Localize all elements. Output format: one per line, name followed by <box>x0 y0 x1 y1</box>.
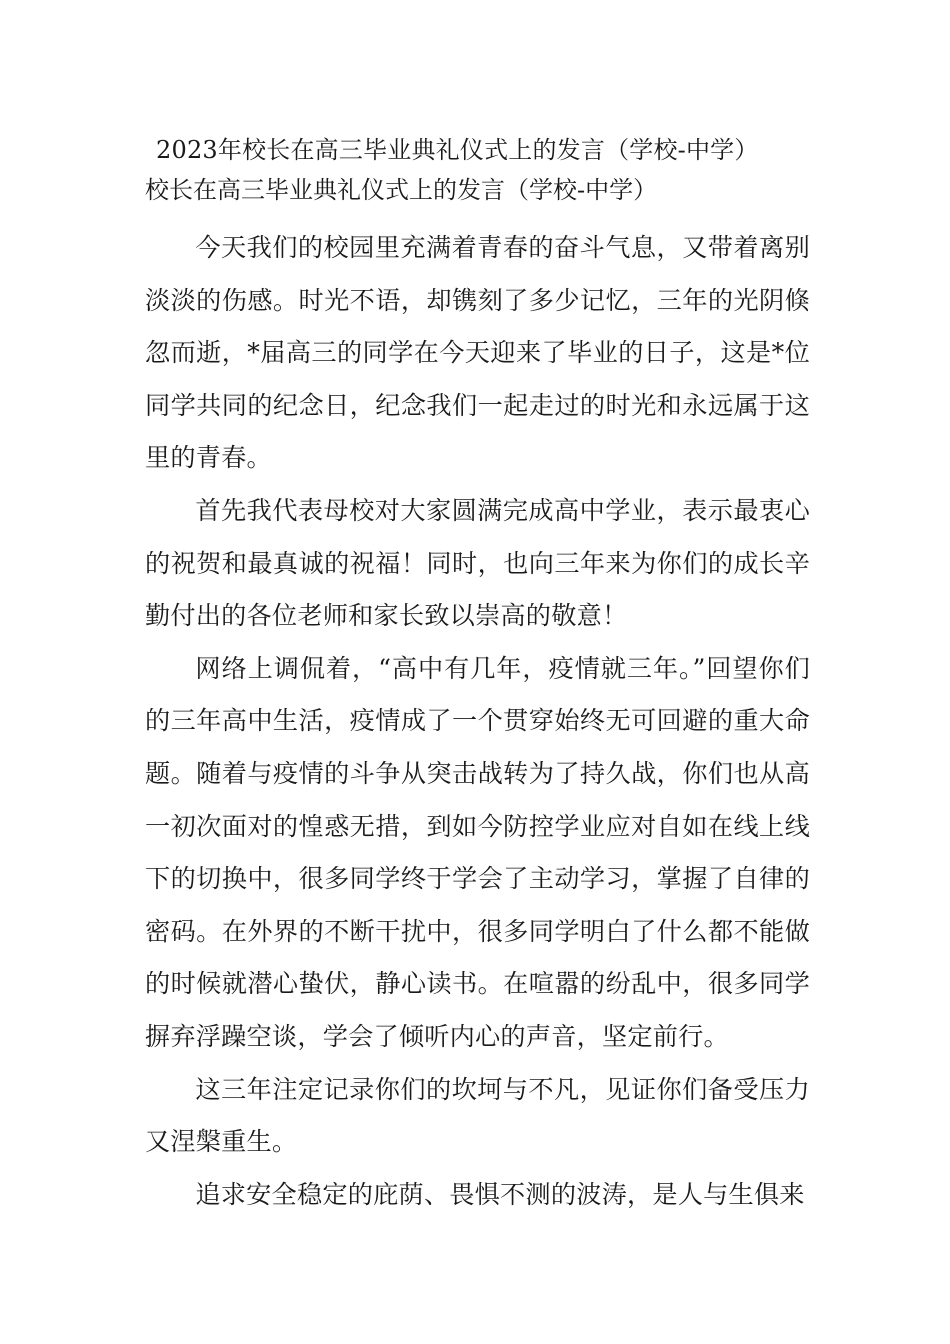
paragraph-opening: 今天我们的校园里充满着青春的奋斗气息，又带着离别淡淡的伤感。时光不语，却镌刻了多少记忆，三年的光阴倏忽而逝，*届高三的同学在今天迎来了毕业的日子，这是*位同学共同的纪念日，纪念我们一起走过的时光和永远属于这里的青春。 <box>145 233 810 473</box>
paragraph-three-years: 这三年注定记录你们的坎坷与不凡，见证你们备受压力又涅槃重生。 <box>145 1074 810 1157</box>
document-subtitle: 校长在高三毕业典礼仪式上的发言（学校-中学） <box>145 176 658 204</box>
document-page <box>145 128 810 1221</box>
paragraph-congratulations: 首先我代表母校对大家圆满完成高中学业，表示最衷心的祝贺和最真诚的祝福！同时，也向三年来为你们的成长辛勤付出的各位老师和家长致以崇高的敬意！ <box>145 495 810 631</box>
document-title: 2023年校长在高三毕业典礼仪式上的发言（学校-中学） <box>156 136 759 164</box>
paragraph-security: 追求安全稳定的庇荫、畏惧不测的波涛，是人与生俱来 <box>195 1179 805 1209</box>
paragraph-pandemic-years: 网络上调侃着，“高中有几年，疫情就三年。”回望你们的三年高中生活，疫情成了一个贯穿始终无可回避的重大命题。随着与疫情的斗争从突击战转为了持久战，你们也从高一初次面对的惶惑无措，到如今防控学业应对自如在线上线下的切换中，很多同学终于学会了主动学习，掌握了自律的密码。在外界的不断干扰中，很多同学明白了什么都不能做的时候就潜心蛰伏，静心读书。在喧嚣的纷乱中，很多同学摒弃浮躁空谈，学会了倾听内心的声音，坚定前行。 <box>145 653 810 1051</box>
